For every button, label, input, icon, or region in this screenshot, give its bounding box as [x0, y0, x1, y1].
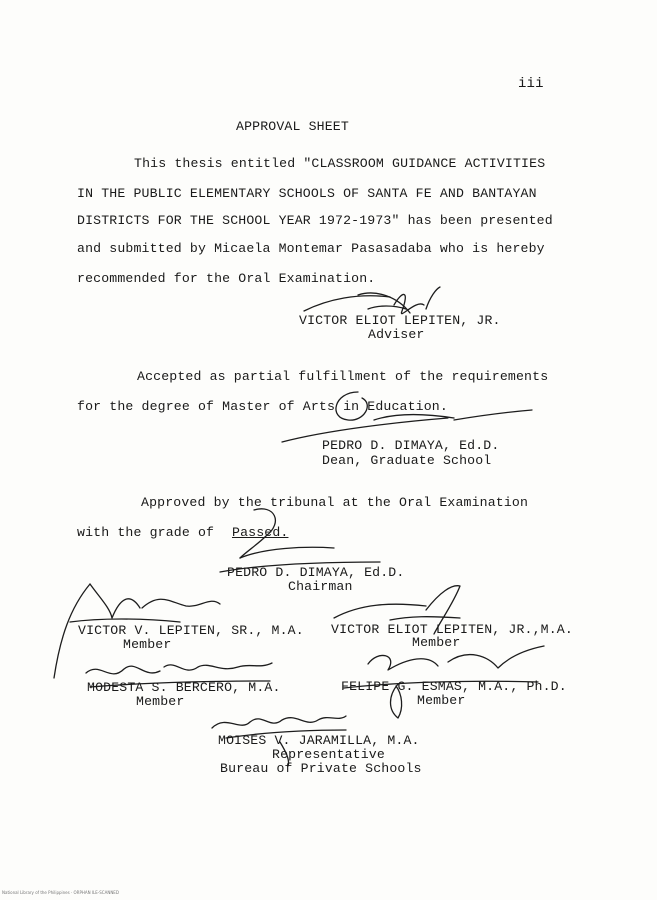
paragraph-line: with the grade of: [77, 525, 215, 540]
paragraph-line: IN THE PUBLIC ELEMENTARY SCHOOLS OF SANTA FE AND BANTAYAN: [77, 186, 537, 201]
member-role: Member: [123, 637, 172, 652]
adviser-role: Adviser: [368, 327, 425, 342]
representative-office: Bureau of Private Schools: [220, 761, 422, 776]
paragraph-line: and submitted by Micaela Montemar Pasasadaba who is hereby: [77, 241, 545, 256]
dean-name: PEDRO D. DIMAYA, Ed.D.: [322, 438, 500, 453]
dean-role: Dean, Graduate School: [322, 453, 492, 468]
member-role: Member: [417, 693, 466, 708]
member-role: Member: [412, 635, 461, 650]
chairman-role: Chairman: [288, 579, 353, 594]
member-name: VICTOR V. LEPITEN, SR., M.A.: [78, 623, 304, 638]
representative-role: Representative: [272, 747, 385, 762]
adviser-name: VICTOR ELIOT LEPITEN, JR.: [299, 313, 501, 328]
member-name: MODESTA S. BERCERO, M.A.: [87, 680, 281, 695]
paragraph-line: recommended for the Oral Examination.: [77, 271, 376, 286]
member-role: Member: [136, 694, 185, 709]
paragraph-line: Accepted as partial fulfillment of the requirements: [137, 369, 549, 384]
member-name: FELIPE G. ESMAS, M.A., Ph.D.: [341, 679, 567, 694]
dean-signature: [278, 386, 538, 444]
document-heading: APPROVAL SHEET: [236, 119, 349, 134]
paragraph-line: This thesis entitled "CLASSROOM GUIDANCE ACTIVITIES: [134, 156, 546, 171]
page-number: iii: [518, 76, 544, 92]
grade-value: Passed.: [232, 525, 289, 540]
chairman-name: PEDRO D. DIMAYA, Ed.D.: [227, 565, 405, 580]
paragraph-line: Approved by the tribunal at the Oral Examination: [141, 495, 529, 510]
member-name: VICTOR ELIOT LEPITEN, JR.,M.A.: [331, 622, 573, 637]
paragraph-line: DISTRICTS FOR THE SCHOOL YEAR 1972-1973" has been presented: [77, 213, 553, 228]
paragraph-line: for the degree of Master of Arts in Education.: [77, 399, 448, 414]
footer-stamp: National Library of the Philippines · ORPHAN ILE-SCANNED: [2, 890, 119, 895]
representative-name: MOISES V. JARAMILLA, M.A.: [218, 733, 420, 748]
